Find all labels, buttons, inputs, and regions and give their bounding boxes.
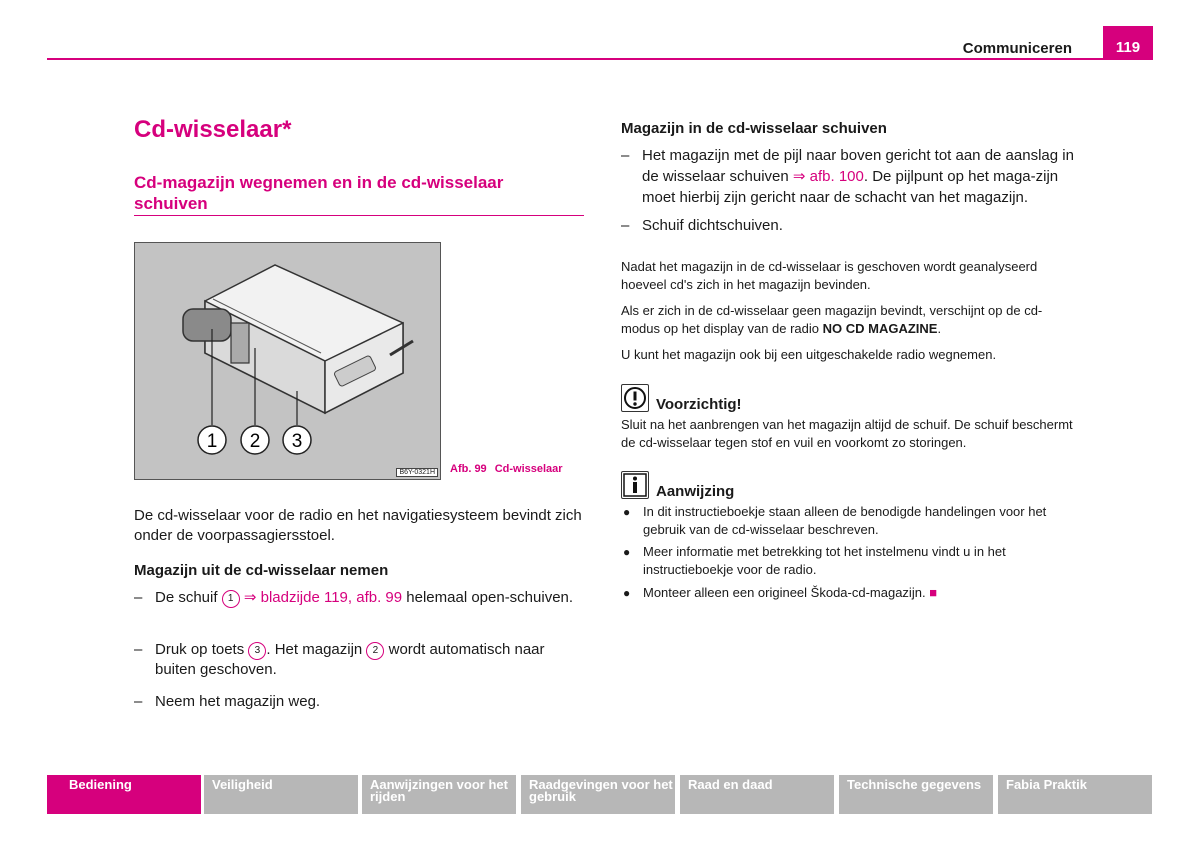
note-remove-off: U kunt het magazijn ook bij een uitgeschakelde radio wegnemen. <box>621 347 997 362</box>
figure-100-link[interactable]: ⇒ afb. 100 <box>792 168 864 185</box>
footer-tab-bediening[interactable]: Bediening <box>47 775 201 814</box>
hint-bullet-3: ● Monteer alleen een origineel Škoda-cd-magazijn. ■ <box>623 585 938 600</box>
caution-title: Voorzichtig! <box>656 396 742 413</box>
section-subtitle: Cd-magazijn wegnemen en in de cd-wisselaar schuiven <box>134 173 504 213</box>
remove-step-3: – Neem het magazijn weg. <box>134 693 321 710</box>
insert-step-1: – Het magazijn met de pijl naar boven gericht tot aan de aanslag in de wisselaar schuiven ⇒ afb. 100. De pijlpunt op het maga-zijn moet hierbij zijn gericht naar de schacht van het magazijn. <box>621 147 1074 206</box>
callout-ref-1: 1 <box>222 590 240 608</box>
page-number: 119 <box>1103 26 1153 60</box>
figure-code: B6Y-0321H <box>396 468 438 477</box>
figure-cd-changer <box>134 242 441 480</box>
remove-heading: Magazijn uit de cd-wisselaar nemen <box>134 562 389 579</box>
figure-caption <box>450 463 563 475</box>
hint-bullet-2: ● Meer informatie met betrekking tot het instelmenu vindt u in het instructieboekje voor de radio. <box>623 544 1006 577</box>
remove-step-2: – Druk op toets 3 . Het magazijn 2 wordt automatisch naar buiten geschoven. <box>134 641 545 678</box>
hint-title: Aanwijzing <box>656 483 735 500</box>
insert-step-2: – Schuif dichtschuiven. <box>621 217 783 234</box>
page-title: Cd-wisselaar* <box>134 116 292 143</box>
subtitle-rule <box>134 215 584 216</box>
header-rule <box>47 58 1153 60</box>
running-header-section: Communiceren <box>962 40 1072 57</box>
footer-tab-veiligheid[interactable]: Veiligheid <box>204 775 358 814</box>
callout-2-label: 2 <box>249 431 261 452</box>
note-analysis: Nadat het magazijn in de cd-wisselaar is geschoven wordt geanalyseerd hoeveel cd's zich in het magazijn bevinden. <box>621 259 1038 292</box>
caution-text: Sluit na het aanbrengen van het magazijn altijd de schuif. De schuif beschermt de cd-wisselaar tegen stof en vuil en voorkomt zo storingen. <box>621 417 1073 450</box>
end-of-section-mark: ■ <box>929 585 938 600</box>
figure-caption-number: Afb. 99 <box>450 463 487 475</box>
page-reference-link[interactable]: ⇒ bladzijde 119, afb. 99 <box>243 589 403 606</box>
callout-3-label: 3 <box>291 431 303 452</box>
remove-step-1: – De schuif 1 ⇒ bladzijde 119, afb. 99 helemaal open-schuiven. <box>134 589 574 606</box>
callout-ref-2: 2 <box>366 642 384 660</box>
intro-paragraph: De cd-wisselaar voor de radio en het navigatiesysteem bevindt zich onder de voorpassagiersstoel. <box>134 507 582 544</box>
hint-bullet-1: ● In dit instructieboekje staan alleen de benodigde handelingen voor het gebruik van de cd-wisselaar beschreven. <box>623 504 1047 537</box>
info-icon <box>621 471 649 499</box>
display-message: NO CD MAGAZINE <box>822 321 938 336</box>
footer-tab-aanwijzingen[interactable]: Aanwijzingen voor het rijden <box>362 775 516 814</box>
footer-tab-technische-gegevens[interactable]: Technische gegevens <box>839 775 993 814</box>
footer-tab-fabia-praktik[interactable]: Fabia Praktik <box>998 775 1152 814</box>
footer-tab-raad-en-daad[interactable]: Raad en daad <box>680 775 834 814</box>
insert-heading: Magazijn in de cd-wisselaar schuiven <box>621 120 887 137</box>
callout-ref-3: 3 <box>248 642 266 660</box>
figure-caption-text: Cd-wisselaar <box>494 463 563 475</box>
caution-icon <box>621 384 649 412</box>
callout-1-label: 1 <box>206 431 218 452</box>
note-no-magazine: Als er zich in de cd-wisselaar geen magazijn bevindt, verschijnt op de cd-modus op het display van de radio NO CD MAGAZINE. <box>621 303 1043 336</box>
cd-changer-illustration <box>135 243 440 479</box>
footer-tab-raadgevingen[interactable]: Raadgevingen voor het gebruik <box>521 775 675 814</box>
